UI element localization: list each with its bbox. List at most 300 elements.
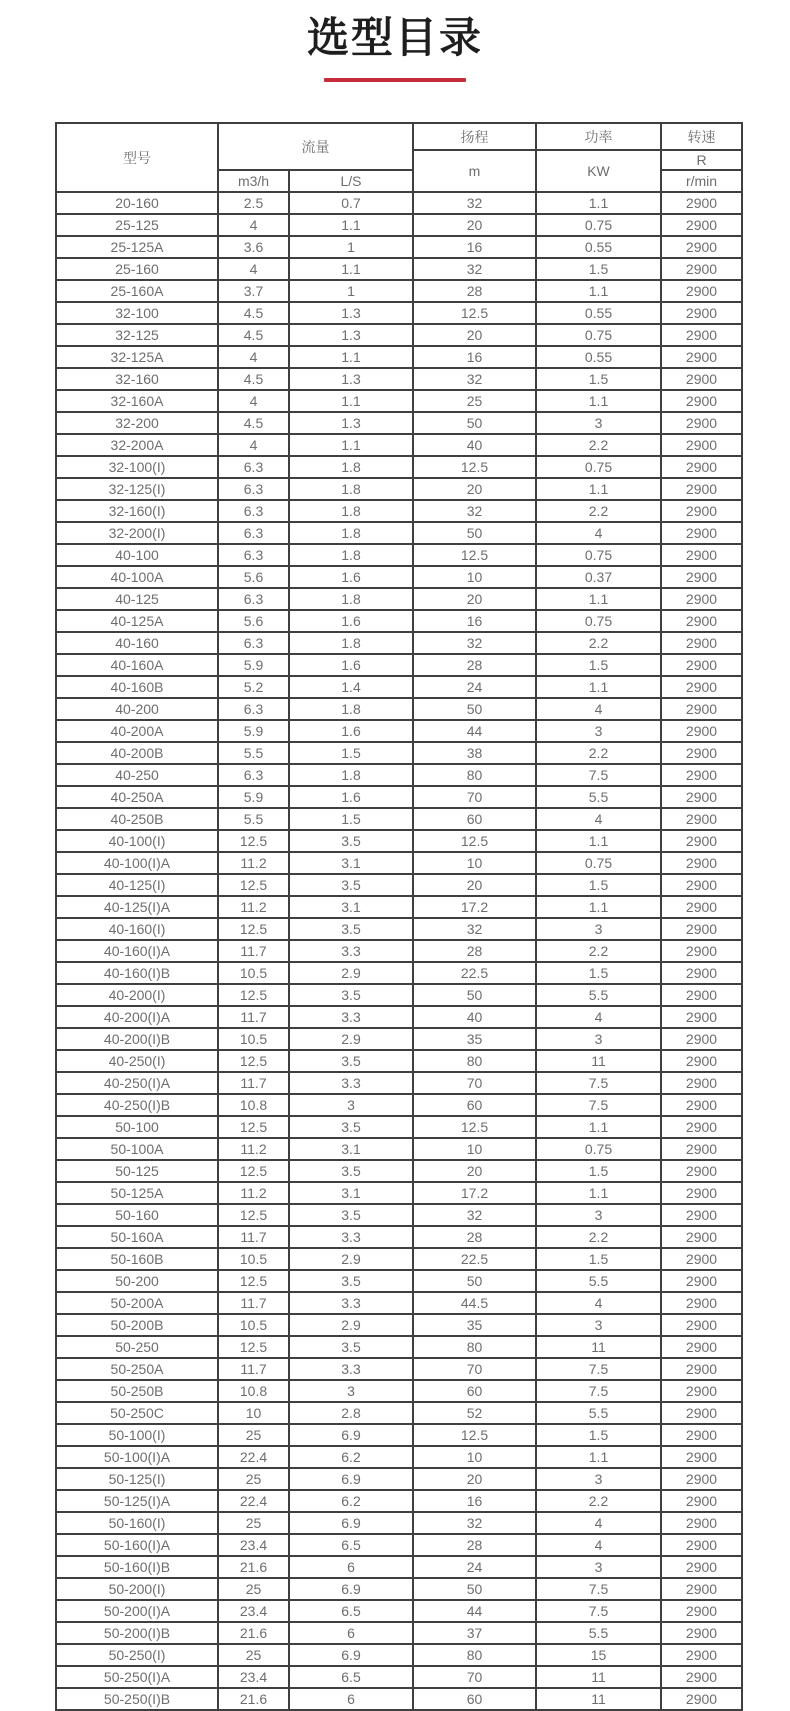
cell-power_kw: 1.5 (536, 962, 661, 984)
cell-model: 40-100(I)A (56, 852, 218, 874)
cell-model: 50-200B (56, 1314, 218, 1336)
cell-power_kw: 1.5 (536, 258, 661, 280)
table-row (56, 1402, 742, 1424)
cell-head_m: 20 (413, 588, 536, 610)
cell-power_kw: 0.55 (536, 302, 661, 324)
cell-power_kw: 4 (536, 1292, 661, 1314)
cell-power_kw: 3 (536, 1204, 661, 1226)
cell-model: 40-200(I) (56, 984, 218, 1006)
cell-power_kw: 1.1 (536, 1446, 661, 1468)
cell-model: 50-160 (56, 1204, 218, 1226)
table-row (56, 1578, 742, 1600)
cell-head_m: 50 (413, 412, 536, 434)
header-flow-unit-m3h: m3/h (218, 170, 289, 192)
cell-flow_ls: 1.1 (289, 346, 413, 368)
cell-flow_ls: 1.8 (289, 478, 413, 500)
cell-speed_r_min: 2900 (661, 1600, 742, 1622)
cell-head_m: 24 (413, 676, 536, 698)
cell-flow_ls: 3.5 (289, 830, 413, 852)
cell-speed_r_min: 2900 (661, 412, 742, 434)
cell-flow_ls: 1.6 (289, 720, 413, 742)
cell-model: 50-160(I)A (56, 1534, 218, 1556)
table-row (56, 1160, 742, 1182)
cell-flow_ls: 6 (289, 1688, 413, 1710)
cell-speed_r_min: 2900 (661, 456, 742, 478)
cell-power_kw: 5.5 (536, 786, 661, 808)
table-row (56, 1336, 742, 1358)
cell-head_m: 12.5 (413, 1424, 536, 1446)
cell-flow_m3h: 10.5 (218, 1314, 289, 1336)
cell-power_kw: 7.5 (536, 1578, 661, 1600)
cell-head_m: 16 (413, 236, 536, 258)
cell-speed_r_min: 2900 (661, 786, 742, 808)
cell-flow_m3h: 4 (218, 214, 289, 236)
table-row (56, 1072, 742, 1094)
cell-head_m: 10 (413, 1138, 536, 1160)
cell-flow_ls: 3 (289, 1380, 413, 1402)
cell-power_kw: 1.1 (536, 478, 661, 500)
cell-flow_ls: 3.3 (289, 1226, 413, 1248)
cell-speed_r_min: 2900 (661, 1006, 742, 1028)
header-head-unit: m (413, 150, 536, 192)
cell-head_m: 40 (413, 434, 536, 456)
cell-flow_m3h: 10.5 (218, 1028, 289, 1050)
cell-head_m: 20 (413, 1160, 536, 1182)
cell-power_kw: 7.5 (536, 1380, 661, 1402)
cell-speed_r_min: 2900 (661, 522, 742, 544)
cell-flow_m3h: 25 (218, 1468, 289, 1490)
cell-model: 40-160 (56, 632, 218, 654)
cell-flow_ls: 3.5 (289, 1050, 413, 1072)
cell-head_m: 70 (413, 1072, 536, 1094)
cell-flow_ls: 3.5 (289, 1336, 413, 1358)
cell-flow_m3h: 6.3 (218, 588, 289, 610)
cell-speed_r_min: 2900 (661, 698, 742, 720)
cell-power_kw: 11 (536, 1666, 661, 1688)
cell-model: 32-160(I) (56, 500, 218, 522)
cell-speed_r_min: 2900 (661, 1204, 742, 1226)
cell-flow_ls: 3.1 (289, 1182, 413, 1204)
cell-head_m: 17.2 (413, 1182, 536, 1204)
table-row (56, 1050, 742, 1072)
cell-flow_m3h: 12.5 (218, 830, 289, 852)
cell-power_kw: 1.1 (536, 896, 661, 918)
cell-speed_r_min: 2900 (661, 1644, 742, 1666)
cell-speed_r_min: 2900 (661, 1116, 742, 1138)
cell-power_kw: 1.1 (536, 588, 661, 610)
cell-head_m: 32 (413, 918, 536, 940)
cell-power_kw: 3 (536, 1556, 661, 1578)
table-row (56, 1182, 742, 1204)
table-row (56, 1314, 742, 1336)
table-row (56, 1556, 742, 1578)
cell-speed_r_min: 2900 (661, 434, 742, 456)
cell-head_m: 60 (413, 1380, 536, 1402)
cell-flow_ls: 1.6 (289, 610, 413, 632)
cell-head_m: 35 (413, 1314, 536, 1336)
cell-speed_r_min: 2900 (661, 1270, 742, 1292)
cell-flow_m3h: 12.5 (218, 1116, 289, 1138)
cell-model: 32-200(I) (56, 522, 218, 544)
table-row (56, 1204, 742, 1226)
table-row (56, 280, 742, 302)
cell-model: 50-250 (56, 1336, 218, 1358)
cell-power_kw: 0.75 (536, 610, 661, 632)
cell-flow_ls: 1.1 (289, 258, 413, 280)
cell-flow_m3h: 4.5 (218, 302, 289, 324)
cell-speed_r_min: 2900 (661, 610, 742, 632)
cell-flow_ls: 3.3 (289, 1358, 413, 1380)
table-row (56, 808, 742, 830)
cell-flow_m3h: 23.4 (218, 1600, 289, 1622)
header-flow-unit-ls: L/S (289, 170, 413, 192)
cell-model: 50-250(I)A (56, 1666, 218, 1688)
cell-power_kw: 4 (536, 698, 661, 720)
cell-head_m: 32 (413, 192, 536, 214)
cell-power_kw: 11 (536, 1688, 661, 1710)
table-row (56, 698, 742, 720)
cell-flow_m3h: 21.6 (218, 1688, 289, 1710)
cell-flow_m3h: 10.5 (218, 962, 289, 984)
cell-power_kw: 2.2 (536, 940, 661, 962)
cell-flow_m3h: 12.5 (218, 1050, 289, 1072)
cell-power_kw: 0.75 (536, 1138, 661, 1160)
cell-power_kw: 4 (536, 1006, 661, 1028)
cell-flow_ls: 1.1 (289, 390, 413, 412)
cell-model: 40-100 (56, 544, 218, 566)
cell-model: 40-200A (56, 720, 218, 742)
cell-flow_m3h: 12.5 (218, 984, 289, 1006)
cell-model: 32-200 (56, 412, 218, 434)
cell-flow_ls: 1 (289, 236, 413, 258)
cell-power_kw: 1.1 (536, 1182, 661, 1204)
cell-flow_m3h: 11.2 (218, 852, 289, 874)
cell-flow_m3h: 25 (218, 1578, 289, 1600)
title-underline (324, 78, 466, 82)
cell-head_m: 32 (413, 1204, 536, 1226)
table-row (56, 940, 742, 962)
table-row (56, 1512, 742, 1534)
cell-power_kw: 3 (536, 1314, 661, 1336)
cell-flow_m3h: 5.2 (218, 676, 289, 698)
cell-head_m: 28 (413, 654, 536, 676)
cell-speed_r_min: 2900 (661, 346, 742, 368)
cell-model: 50-200A (56, 1292, 218, 1314)
cell-model: 50-250C (56, 1402, 218, 1424)
cell-flow_m3h: 12.5 (218, 1204, 289, 1226)
cell-flow_ls: 0.7 (289, 192, 413, 214)
cell-flow_m3h: 4.5 (218, 412, 289, 434)
cell-model: 50-250(I)B (56, 1688, 218, 1710)
cell-flow_m3h: 4 (218, 346, 289, 368)
cell-head_m: 20 (413, 478, 536, 500)
cell-flow_m3h: 4 (218, 390, 289, 412)
cell-flow_m3h: 4 (218, 258, 289, 280)
cell-model: 50-100 (56, 1116, 218, 1138)
cell-model: 40-125 (56, 588, 218, 610)
cell-flow_ls: 1.8 (289, 522, 413, 544)
cell-speed_r_min: 2900 (661, 764, 742, 786)
cell-speed_r_min: 2900 (661, 478, 742, 500)
cell-head_m: 24 (413, 1556, 536, 1578)
cell-flow_ls: 6 (289, 1556, 413, 1578)
cell-model: 40-250A (56, 786, 218, 808)
cell-power_kw: 4 (536, 1534, 661, 1556)
cell-flow_m3h: 21.6 (218, 1622, 289, 1644)
cell-flow_m3h: 25 (218, 1644, 289, 1666)
table-row (56, 1446, 742, 1468)
table-row (56, 346, 742, 368)
cell-speed_r_min: 2900 (661, 1226, 742, 1248)
cell-model: 40-100(I) (56, 830, 218, 852)
cell-head_m: 50 (413, 698, 536, 720)
cell-flow_m3h: 6.3 (218, 544, 289, 566)
cell-flow_m3h: 5.9 (218, 786, 289, 808)
cell-head_m: 28 (413, 1534, 536, 1556)
cell-head_m: 10 (413, 566, 536, 588)
cell-head_m: 32 (413, 258, 536, 280)
cell-speed_r_min: 2900 (661, 984, 742, 1006)
cell-power_kw: 11 (536, 1336, 661, 1358)
cell-power_kw: 5.5 (536, 1402, 661, 1424)
cell-speed_r_min: 2900 (661, 390, 742, 412)
cell-speed_r_min: 2900 (661, 1336, 742, 1358)
cell-model: 50-125(I) (56, 1468, 218, 1490)
cell-flow_m3h: 12.5 (218, 1270, 289, 1292)
cell-flow_ls: 3.1 (289, 852, 413, 874)
cell-model: 50-250B (56, 1380, 218, 1402)
cell-power_kw: 1.5 (536, 1160, 661, 1182)
cell-head_m: 16 (413, 346, 536, 368)
cell-power_kw: 7.5 (536, 1600, 661, 1622)
table-row (56, 1424, 742, 1446)
cell-power_kw: 5.5 (536, 984, 661, 1006)
cell-power_kw: 0.55 (536, 236, 661, 258)
table-row (56, 1028, 742, 1050)
table-row (56, 1600, 742, 1622)
cell-power_kw: 2.2 (536, 500, 661, 522)
cell-flow_m3h: 11.7 (218, 940, 289, 962)
cell-flow_ls: 1.4 (289, 676, 413, 698)
cell-power_kw: 2.2 (536, 1490, 661, 1512)
cell-speed_r_min: 2900 (661, 1380, 742, 1402)
cell-model: 40-250(I)A (56, 1072, 218, 1094)
cell-flow_ls: 1.3 (289, 368, 413, 390)
cell-flow_ls: 6.9 (289, 1578, 413, 1600)
cell-head_m: 28 (413, 1226, 536, 1248)
cell-flow_ls: 1.3 (289, 412, 413, 434)
table-row (56, 1116, 742, 1138)
cell-flow_m3h: 6.3 (218, 500, 289, 522)
table-row (56, 852, 742, 874)
cell-power_kw: 4 (536, 808, 661, 830)
cell-speed_r_min: 2900 (661, 874, 742, 896)
cell-flow_m3h: 11.7 (218, 1292, 289, 1314)
cell-flow_ls: 2.9 (289, 962, 413, 984)
cell-flow_ls: 6.5 (289, 1600, 413, 1622)
cell-flow_m3h: 6.3 (218, 522, 289, 544)
table-row (56, 676, 742, 698)
cell-speed_r_min: 2900 (661, 852, 742, 874)
cell-power_kw: 0.75 (536, 324, 661, 346)
cell-model: 32-125(I) (56, 478, 218, 500)
table-row (56, 1138, 742, 1160)
cell-flow_m3h: 5.9 (218, 720, 289, 742)
cell-flow_ls: 1.3 (289, 302, 413, 324)
cell-speed_r_min: 2900 (661, 236, 742, 258)
cell-model: 50-200(I) (56, 1578, 218, 1600)
cell-model: 40-125A (56, 610, 218, 632)
table-row (56, 764, 742, 786)
cell-flow_m3h: 4.5 (218, 368, 289, 390)
cell-flow_ls: 2.9 (289, 1248, 413, 1270)
cell-model: 40-160B (56, 676, 218, 698)
cell-power_kw: 3 (536, 1028, 661, 1050)
cell-power_kw: 1.1 (536, 830, 661, 852)
table-row (56, 1666, 742, 1688)
cell-power_kw: 7.5 (536, 1358, 661, 1380)
table-row (56, 1688, 742, 1710)
cell-power_kw: 4 (536, 1512, 661, 1534)
table-row (56, 434, 742, 456)
cell-model: 40-250(I)B (56, 1094, 218, 1116)
cell-model: 40-200(I)A (56, 1006, 218, 1028)
cell-power_kw: 0.55 (536, 346, 661, 368)
cell-head_m: 22.5 (413, 962, 536, 984)
cell-flow_ls: 6.9 (289, 1468, 413, 1490)
cell-model: 50-160(I)B (56, 1556, 218, 1578)
header-power-unit: KW (536, 150, 661, 192)
cell-model: 40-250 (56, 764, 218, 786)
cell-flow_ls: 6.2 (289, 1446, 413, 1468)
cell-flow_ls: 3.1 (289, 1138, 413, 1160)
cell-model: 32-200A (56, 434, 218, 456)
cell-model: 50-200(I)A (56, 1600, 218, 1622)
cell-speed_r_min: 2900 (661, 1468, 742, 1490)
cell-flow_m3h: 6.3 (218, 456, 289, 478)
cell-model: 40-200 (56, 698, 218, 720)
cell-head_m: 32 (413, 1512, 536, 1534)
cell-power_kw: 7.5 (536, 1072, 661, 1094)
cell-flow_m3h: 22.4 (218, 1490, 289, 1512)
cell-model: 50-100(I) (56, 1424, 218, 1446)
cell-flow_m3h: 2.5 (218, 192, 289, 214)
cell-model: 25-125A (56, 236, 218, 258)
cell-flow_m3h: 5.6 (218, 566, 289, 588)
table-row (56, 1006, 742, 1028)
table-row (56, 236, 742, 258)
header-speed: 转速 (661, 123, 742, 150)
cell-model: 50-250A (56, 1358, 218, 1380)
table-body (56, 192, 742, 1710)
cell-speed_r_min: 2900 (661, 588, 742, 610)
selection-catalog-table (55, 122, 743, 1711)
cell-speed_r_min: 2900 (661, 1358, 742, 1380)
cell-flow_ls: 1.6 (289, 786, 413, 808)
cell-head_m: 25 (413, 390, 536, 412)
cell-speed_r_min: 2900 (661, 808, 742, 830)
cell-head_m: 10 (413, 1446, 536, 1468)
cell-head_m: 12.5 (413, 544, 536, 566)
cell-head_m: 70 (413, 786, 536, 808)
cell-head_m: 80 (413, 764, 536, 786)
cell-flow_ls: 1.5 (289, 742, 413, 764)
cell-flow_ls: 1.8 (289, 764, 413, 786)
table-row (56, 786, 742, 808)
cell-model: 50-160(I) (56, 1512, 218, 1534)
cell-power_kw: 0.37 (536, 566, 661, 588)
cell-speed_r_min: 2900 (661, 368, 742, 390)
table-row (56, 412, 742, 434)
cell-power_kw: 1.5 (536, 1424, 661, 1446)
cell-head_m: 44 (413, 1600, 536, 1622)
cell-flow_ls: 1.8 (289, 698, 413, 720)
cell-head_m: 12.5 (413, 1116, 536, 1138)
cell-flow_m3h: 10 (218, 1402, 289, 1424)
cell-speed_r_min: 2900 (661, 1072, 742, 1094)
cell-speed_r_min: 2900 (661, 1622, 742, 1644)
cell-speed_r_min: 2900 (661, 566, 742, 588)
cell-power_kw: 2.2 (536, 1226, 661, 1248)
table-row (56, 1094, 742, 1116)
cell-model: 40-100A (56, 566, 218, 588)
cell-flow_m3h: 5.6 (218, 610, 289, 632)
table-row (56, 1490, 742, 1512)
cell-speed_r_min: 2900 (661, 720, 742, 742)
cell-model: 25-125 (56, 214, 218, 236)
cell-speed_r_min: 2900 (661, 1028, 742, 1050)
cell-flow_ls: 3.1 (289, 896, 413, 918)
cell-flow_ls: 3.3 (289, 940, 413, 962)
cell-speed_r_min: 2900 (661, 1534, 742, 1556)
cell-flow_ls: 3.5 (289, 1270, 413, 1292)
cell-flow_m3h: 6.3 (218, 632, 289, 654)
table-row (56, 478, 742, 500)
cell-head_m: 35 (413, 1028, 536, 1050)
cell-flow_ls: 6.5 (289, 1534, 413, 1556)
cell-power_kw: 7.5 (536, 1094, 661, 1116)
cell-model: 40-160(I)B (56, 962, 218, 984)
cell-speed_r_min: 2900 (661, 1578, 742, 1600)
cell-speed_r_min: 2900 (661, 742, 742, 764)
cell-flow_ls: 1 (289, 280, 413, 302)
cell-flow_ls: 6.9 (289, 1424, 413, 1446)
table-row (56, 544, 742, 566)
cell-model: 40-200(I)B (56, 1028, 218, 1050)
cell-flow_m3h: 12.5 (218, 918, 289, 940)
cell-power_kw: 3 (536, 1468, 661, 1490)
table-row (56, 654, 742, 676)
cell-flow_ls: 1.1 (289, 214, 413, 236)
table-row (56, 874, 742, 896)
cell-speed_r_min: 2900 (661, 632, 742, 654)
cell-power_kw: 2.2 (536, 742, 661, 764)
cell-power_kw: 2.2 (536, 434, 661, 456)
cell-head_m: 80 (413, 1336, 536, 1358)
cell-flow_ls: 3 (289, 1094, 413, 1116)
cell-model: 50-125A (56, 1182, 218, 1204)
table-row (56, 1468, 742, 1490)
cell-flow_m3h: 5.9 (218, 654, 289, 676)
table-row (56, 720, 742, 742)
cell-speed_r_min: 2900 (661, 1138, 742, 1160)
cell-head_m: 80 (413, 1644, 536, 1666)
table-row (56, 1358, 742, 1380)
cell-model: 50-100A (56, 1138, 218, 1160)
cell-model: 32-125 (56, 324, 218, 346)
page-title: 选型目录 (306, 14, 483, 61)
cell-model: 50-125(I)A (56, 1490, 218, 1512)
